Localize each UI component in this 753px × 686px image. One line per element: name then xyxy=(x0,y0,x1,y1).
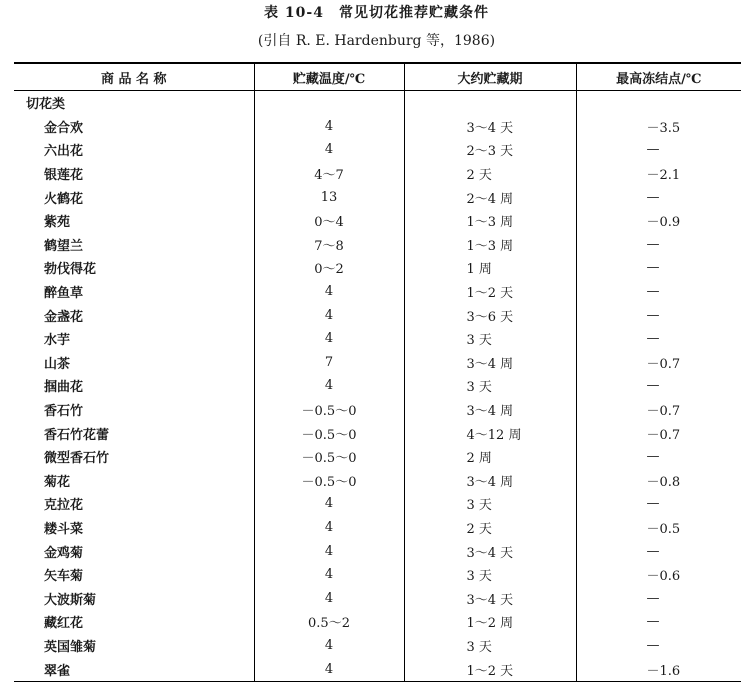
cell-storage-period: 2 周 xyxy=(404,445,576,469)
cell-freezing-point: －0.9 xyxy=(576,209,741,233)
cell-freezing-point: — xyxy=(576,280,741,304)
cell-storage-temp: 7 xyxy=(254,351,404,375)
cell-product-name: 香石竹花蕾 xyxy=(44,427,110,443)
table-row xyxy=(14,469,741,493)
table-row xyxy=(14,115,741,139)
cell-storage-period: 1 周 xyxy=(404,256,576,280)
cell-freezing-point: — xyxy=(576,539,741,563)
cell-freezing-point: －0.8 xyxy=(576,469,741,493)
table-row xyxy=(14,303,741,327)
cell-freezing-point: — xyxy=(576,492,741,516)
cell-product-name: 醉鱼草 xyxy=(44,286,84,302)
table-row xyxy=(14,657,741,681)
cell-storage-temp: 13 xyxy=(254,185,404,209)
cell-product-name: 英国雏菊 xyxy=(44,639,97,655)
storage-table xyxy=(14,62,741,682)
cell-freezing-point: — xyxy=(576,303,741,327)
header-storage-period: 大约贮藏期 xyxy=(404,63,576,91)
cell-storage-period: 3～4 周 xyxy=(404,351,576,375)
cell-freezing-point: －0.6 xyxy=(576,563,741,587)
cell-storage-period: 1～2 天 xyxy=(404,280,576,304)
cell-freezing-point: — xyxy=(576,256,741,280)
cell-product-name: 银莲花 xyxy=(44,168,84,184)
cell-product-name: 山茶 xyxy=(44,356,71,372)
cell-storage-period: 3～6 天 xyxy=(404,303,576,327)
cell-storage-temp: 4 xyxy=(254,516,404,540)
cell-storage-period: 3～4 周 xyxy=(404,469,576,493)
cell-product-name: 六出花 xyxy=(44,144,84,160)
table-row xyxy=(14,563,741,587)
table-subtitle: (引自 R. E. Hardenburg 等，1986) xyxy=(257,33,496,49)
table-row xyxy=(14,445,741,469)
cell-product-name: 水芋 xyxy=(44,333,71,349)
cell-product-name: 火鹤花 xyxy=(44,191,84,207)
cell-freezing-point: — xyxy=(576,138,741,162)
cell-storage-temp: 4 xyxy=(254,657,404,681)
cell-freezing-point: －0.7 xyxy=(576,351,741,375)
cell-storage-period: 1～3 周 xyxy=(404,209,576,233)
cell-product-name: 紫苑 xyxy=(44,215,71,231)
table-title: 表 10-4 常见切花推荐贮藏条件 xyxy=(264,5,489,21)
table-row xyxy=(14,398,741,422)
cell-storage-period: 3～4 天 xyxy=(404,115,576,139)
cell-freezing-point: －1.6 xyxy=(576,657,741,681)
table-row xyxy=(14,233,741,257)
cell-storage-temp: －0.5～0 xyxy=(254,421,404,445)
cell-product-name: 矢车菊 xyxy=(44,569,84,585)
cell-storage-period: 1～3 周 xyxy=(404,233,576,257)
table-row xyxy=(14,610,741,634)
cell-product-name: 金合欢 xyxy=(44,120,84,136)
table-row xyxy=(14,586,741,610)
header-storage-temp: 贮藏温度/℃ xyxy=(254,63,404,91)
cell-product-name: 金鸡菊 xyxy=(44,545,84,561)
cell-product-name: 菊花 xyxy=(44,474,71,490)
cell-product-name: 金盏花 xyxy=(44,309,84,325)
cell-storage-temp: 4 xyxy=(254,327,404,351)
cell-storage-period: 2 天 xyxy=(404,162,576,186)
table-row xyxy=(14,539,741,563)
cell-storage-period: 2～3 天 xyxy=(404,138,576,162)
cell-storage-temp: 7～8 xyxy=(254,233,404,257)
cell-freezing-point: — xyxy=(576,610,741,634)
cell-freezing-point: — xyxy=(576,233,741,257)
cell-storage-temp: 4～7 xyxy=(254,162,404,186)
table-row xyxy=(14,185,741,209)
header-freezing-point: 最高冻结点/℃ xyxy=(576,63,741,91)
cell-product-name: 微型香石竹 xyxy=(44,451,110,467)
cell-product-name: 藏红花 xyxy=(44,616,84,632)
cell-storage-temp: 0～4 xyxy=(254,209,404,233)
table-row xyxy=(14,209,741,233)
cell-product-name: 鹤望兰 xyxy=(44,238,84,254)
table-row xyxy=(14,634,741,658)
cell-freezing-point: — xyxy=(576,327,741,351)
cell-storage-temp: 4 xyxy=(254,586,404,610)
cell-storage-period: 3 天 xyxy=(404,492,576,516)
table-row xyxy=(14,492,741,516)
table-row xyxy=(14,256,741,280)
cell-storage-temp: 4 xyxy=(254,374,404,398)
cell-storage-period: 3～4 天 xyxy=(404,586,576,610)
cell-storage-temp: －0.5～0 xyxy=(254,398,404,422)
cell-freezing-point: －2.1 xyxy=(576,162,741,186)
cell-freezing-point: — xyxy=(576,445,741,469)
cell-storage-temp: 4 xyxy=(254,303,404,327)
cell-freezing-point: — xyxy=(576,185,741,209)
cell-freezing-point: －0.7 xyxy=(576,398,741,422)
table-row xyxy=(14,162,741,186)
cell-storage-period: 3 天 xyxy=(404,374,576,398)
cell-storage-period: 3～4 周 xyxy=(404,398,576,422)
cell-storage-temp: 4 xyxy=(254,634,404,658)
cell-storage-period: 1～2 天 xyxy=(404,657,576,681)
table-row xyxy=(14,280,741,304)
cell-freezing-point: — xyxy=(576,634,741,658)
table-row xyxy=(14,138,741,162)
cell-product-name: 耧斗菜 xyxy=(44,521,84,537)
table-row xyxy=(14,516,741,540)
cell-storage-temp: 4 xyxy=(254,563,404,587)
cell-storage-temp: 4 xyxy=(254,539,404,563)
cell-storage-period: 1～2 周 xyxy=(404,610,576,634)
cell-freezing-point: －3.5 xyxy=(576,115,741,139)
header-row xyxy=(14,63,741,91)
cell-storage-temp: －0.5～0 xyxy=(254,469,404,493)
cell-storage-temp: 4 xyxy=(254,280,404,304)
cell-product-name: 掴曲花 xyxy=(44,380,84,396)
cell-product-name: 香石竹 xyxy=(44,404,84,420)
cell-product-name: 翠雀 xyxy=(44,663,71,679)
cell-product-name: 大波斯菊 xyxy=(44,592,97,608)
cell-storage-period: 4～12 周 xyxy=(404,421,576,445)
category-label: 切花类 xyxy=(26,97,66,113)
cell-storage-period: 2～4 周 xyxy=(404,185,576,209)
cell-storage-temp: －0.5～0 xyxy=(254,445,404,469)
table-row xyxy=(14,351,741,375)
cell-storage-period: 3 天 xyxy=(404,563,576,587)
cell-storage-period: 2 天 xyxy=(404,516,576,540)
cell-product-name: 勃伐得花 xyxy=(44,262,97,278)
cell-storage-temp: 4 xyxy=(254,115,404,139)
cell-freezing-point: — xyxy=(576,374,741,398)
table-row xyxy=(14,421,741,445)
cell-storage-temp: 0～2 xyxy=(254,256,404,280)
cell-storage-temp: 0.5～2 xyxy=(254,610,404,634)
cell-storage-period: 3 天 xyxy=(404,634,576,658)
cell-storage-period: 3～4 天 xyxy=(404,539,576,563)
header-product-name: 商 品 名 称 xyxy=(100,71,167,87)
cell-freezing-point: －0.7 xyxy=(576,421,741,445)
cell-storage-temp: 4 xyxy=(254,492,404,516)
cell-product-name: 克拉花 xyxy=(44,498,84,514)
cell-storage-period: 3 天 xyxy=(404,327,576,351)
table-row xyxy=(14,374,741,398)
category-row xyxy=(14,91,741,115)
cell-freezing-point: －0.5 xyxy=(576,516,741,540)
cell-storage-temp: 4 xyxy=(254,138,404,162)
cell-freezing-point: — xyxy=(576,586,741,610)
table-row xyxy=(14,327,741,351)
